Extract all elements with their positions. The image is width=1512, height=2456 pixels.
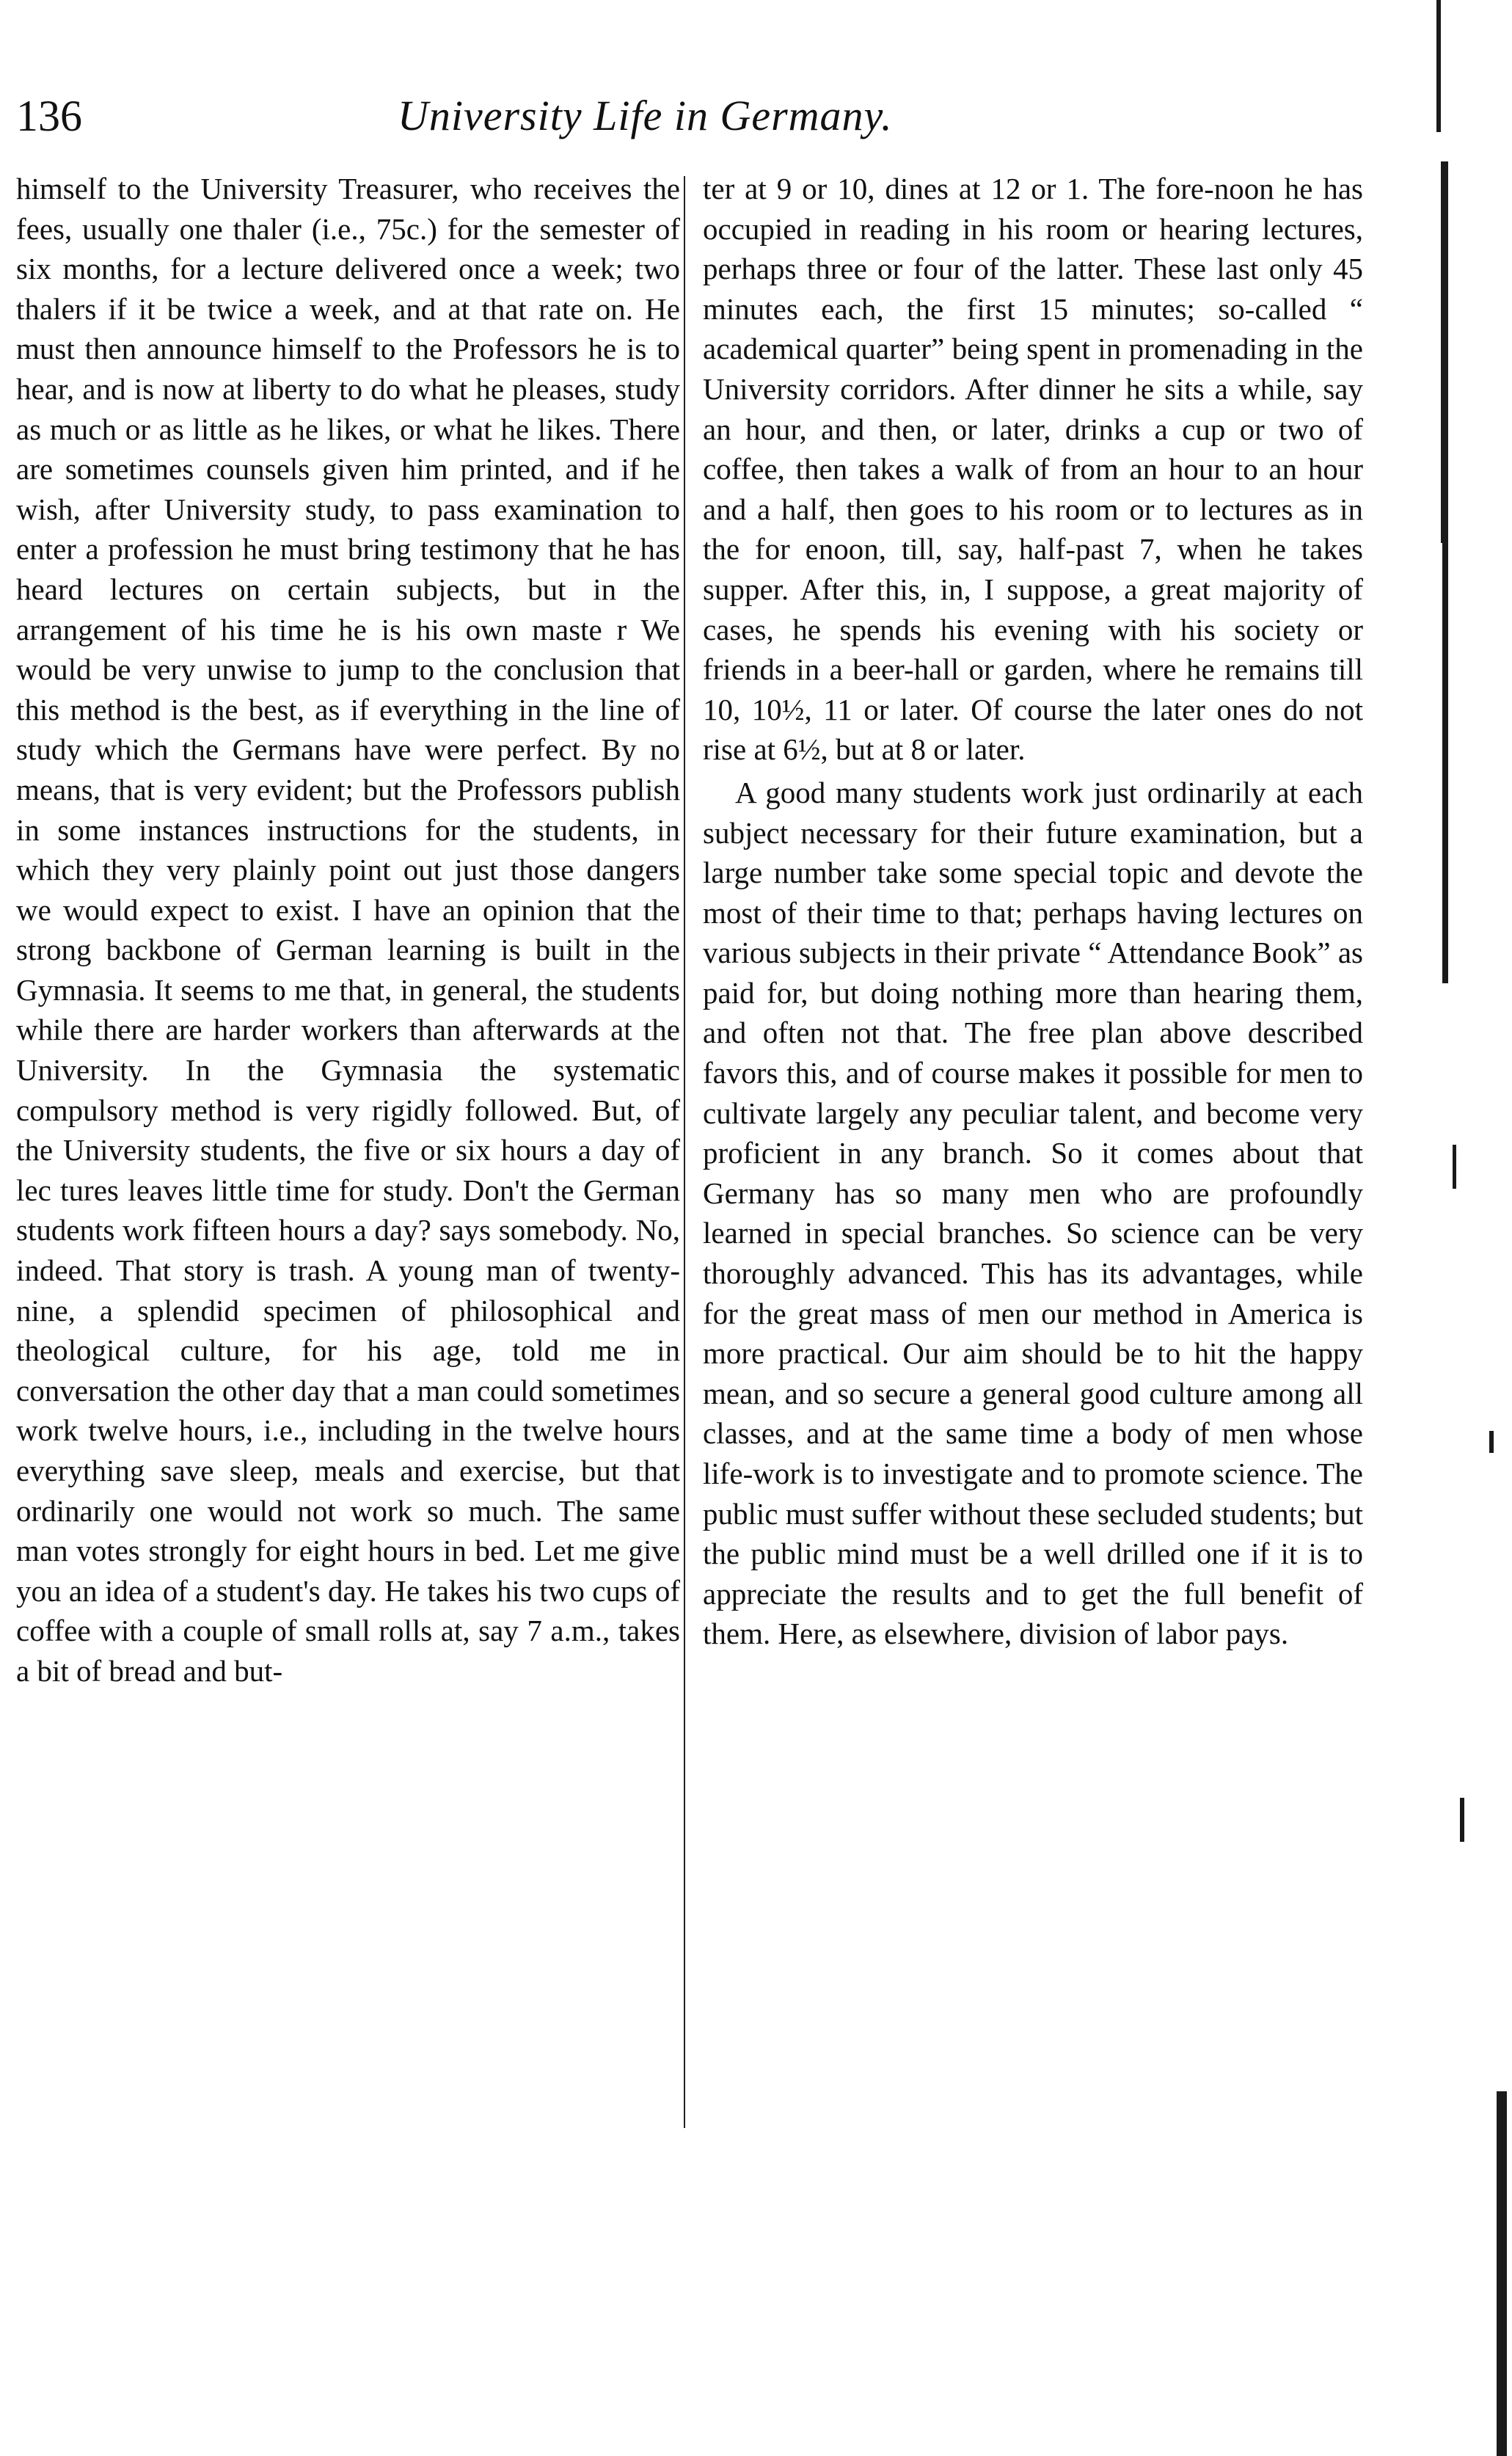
right-paragraph-2: A good many students work just ordinarily at each subject necessary for their future examination, but a large number take some special topic and devote the most of their time to that; perhaps having lectures on various subjects in their private “ Attendance Book” as paid for, but doing nothing more than hearing them, and often not that. The free plan above described favors this, and of course makes it possible for men to cultivate largely any peculiar talent, and become very proficient in any branch. So it comes about that Germany has so many men who are profoundly learned in special branches. So science can be very thoroughly advanced. This has its advantages, while for the great mass of men our method in America is more practical. Our aim should be to hit the happy mean, and so secure a general good culture among all classes, and at the same time a body of men whose life-work is to investigate and to promote science. The public must suffer without these secluded students; but the public mind must be a well drilled one if it is to appreciate the results and to get the full benefit of them. Here, as elsewhere, division of labor pays. — [703, 775, 1363, 1651]
right-paragraph-1: ter at 9 or 10, dines at 12 or 1. The fore-noon he has occupied in reading in his room or hearing lectures, perhaps three or four of the latter. These last only 45 minutes each, the first 15 minutes; so-called “ academical quarter” being spent in promenading in the University corridors. After dinner he sits a while, say an hour, and then, or later, drinks a cup or two of coffee, then takes a walk of from an hour to an hour and a half, then goes to his room or to lectures as in the for enoon, till, say, half-past 7, when he takes supper. After this, in, I suppose, a great majority of cases, he spends his evening with his society or friends in a beer-hall or garden, where he remains till 10, 10½, 11 or later. Of course the later ones do not rise at 6½, but at 8 or later. — [703, 172, 1363, 767]
scan-edge-mark — [1436, 0, 1441, 132]
scan-edge-mark — [1460, 1798, 1464, 1842]
left-paragraph-1: himself to the University Treasurer, who receives the fees, usually one thaler (i.e., 75c.) for the semester of six months, for a lecture delivered once a week; two thalers if it be twice a week, and at that rate on. He must then announce himself to the Professors he is to hear, and is now at liberty to do what he pleases, study as much or as little as he likes, or what he likes. There are sometimes counsels given him printed, and if he wish, after University study, to pass examination to enter a profession he must bring testimony that he has heard lectures on certain subjects, but in the arrangement of his time he is his own maste r We would be very unwise to jump to the conclusion that this method is the best, as if everything in the line of study which the Germans have were perfect. By no means, that is very evident; but the Professors publish in some instances instructions for the students, in which they very plainly point out just those dangers we would expect to exist. I have an opinion that the strong backbone of German learning is built in the Gymnasia. It seems to me that, in general, the students while there are harder workers than afterwards at the University. In the Gymnasia the systematic compulsory method is very rigidly followed. But, of the University students, the five or six hours a day of lec tures leaves little time for study. Don't the German students work fifteen hours a day? says somebody. No, indeed. That story is trash. A young man of twenty-nine, a splendid specimen of philosophical and theological culture, for his age, told me in conversation the other day that a man could sometimes work twelve hours, i.e., including in the twelve hours everything save sleep, meals and exercise, but that ordinarily one would not work so much. The same man votes strongly for eight hours in bed. Let me give you an idea of a student's day. He takes his two cups of coffee with a couple of small rolls at, say 7 a.m., takes a bit of bread and but- — [16, 172, 680, 1688]
scan-edge-mark — [1453, 1145, 1456, 1189]
scan-edge-mark — [1489, 1431, 1494, 1453]
left-column — [16, 169, 680, 1691]
page-header — [16, 87, 970, 145]
running-title: University Life in Germany. — [398, 92, 893, 139]
column-divider — [684, 176, 685, 2128]
scan-edge-mark — [1441, 161, 1448, 543]
right-column — [703, 169, 1363, 1654]
scan-edge-mark — [1497, 2091, 1507, 2456]
page-number: 136 — [16, 92, 82, 140]
scan-edge-mark — [1442, 543, 1448, 983]
